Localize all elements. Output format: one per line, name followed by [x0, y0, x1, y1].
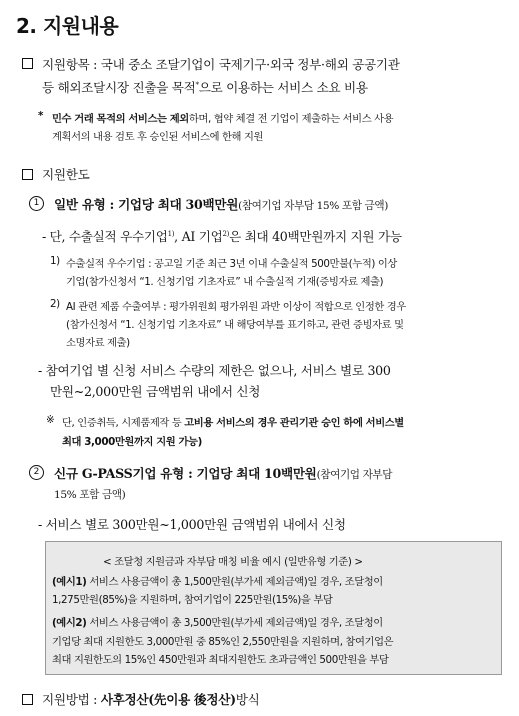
support-item-line2-b: 으로 이용하는 서비스 소요 비용	[198, 80, 368, 95]
footnote-1-line2: 기업(참가신청서 “1. 신청기업 기초자료” 내 수출실적 기재(증빙자료 제출)	[66, 276, 384, 288]
reference-b: 고비용 서비스의 경우 관리기관 승인 하에 서비스별	[184, 417, 404, 429]
example-box-title: < 조달청 지원금과 자부담 매칭 비율 예시 (일반유형 기준) >	[103, 556, 363, 568]
example1-text: 서비스 사용금액이 총 1,500만원(부가세 제외금액)일 경우, 조달청이	[86, 576, 383, 588]
note-star: *	[38, 110, 43, 122]
new-gpass-bold: 신규 G-PASS기업 유형 : 기업당 최대 10백만원	[54, 466, 317, 481]
general-type-rest: (참여기업 자부담 15% 포함 금액)	[238, 200, 388, 212]
checkbox-square-icon	[22, 169, 33, 180]
general-type-line	[54, 194, 388, 213]
circled-number-2-icon: 2	[29, 465, 44, 480]
support-item-line2-a: 등 해외조달시장 진출을 목적	[42, 80, 196, 95]
reference-line2: 최대 3,000만원까지 지원 가능)	[62, 436, 202, 448]
support-method-rest: 방식	[235, 692, 260, 707]
reference-mark: ※	[46, 414, 55, 426]
example1-line2: 1,275만원(85%)을 지원하며, 참여기업이 225만원(15%)을 부담	[52, 594, 333, 606]
export-ai-line	[42, 226, 402, 245]
quantity-line1: - 참여기업 별 신청 서비스 수량의 제한은 없으나, 서비스 별로 300	[38, 363, 391, 378]
reference-a: 단, 인증취득, 시제품제작 등	[62, 417, 185, 429]
section-heading: 2. 지원내용	[16, 14, 119, 38]
note-bold: 민수 거래 목적의 서비스는 제외	[52, 113, 189, 125]
note-line2: 계획서의 내용 검토 후 승인된 서비스에 한해 지원	[52, 131, 264, 143]
footnote-1-mark: 1)	[50, 255, 60, 267]
new-gpass-line	[54, 463, 392, 482]
new-gpass-range: - 서비스 별로 300만원~1,000만원 금액범위 내에서 신청	[38, 517, 346, 532]
checkbox-square-icon	[22, 694, 33, 705]
footnote-2-marker: 2)	[222, 229, 230, 238]
footnote-2-line2: (참가신청서 “1. 신청기업 기초자료” 내 해당여부를 표기하고, 관련 증빙자료 및	[66, 319, 404, 331]
checkbox-square-icon	[22, 58, 33, 69]
quantity-line2: 만원~2,000만원 금액범위 내에서 신청	[50, 384, 261, 399]
footnote-marker: *	[195, 80, 199, 89]
example2-line3: 최대 지원한도의 15%인 450만원과 최대지원한도 초과금액인 500만원을 부담	[52, 654, 389, 666]
support-item-line1: 지원항목 : 국내 중소 조달기업이 국제기구·외국 정부·해외 공공기관	[42, 57, 400, 72]
example1-line1	[52, 573, 383, 588]
export-ai-b: , AI 기업	[174, 229, 223, 244]
footnote-1-marker: 1)	[167, 229, 175, 238]
footnote-2-mark: 2)	[50, 298, 60, 310]
footnote-2-line1: AI 관련 제품 수출여부 : 평가위원회 평가위원 과반 이상이 적합으로 인정한 경우	[66, 301, 406, 313]
reference-line1	[62, 414, 404, 429]
new-gpass-rest: (참여기업 자부담	[316, 469, 393, 481]
example2-line1	[52, 614, 383, 629]
example1-label: (예시1)	[52, 576, 87, 588]
circled-number-1-icon: 1	[29, 196, 44, 211]
support-limit-title: 지원한도	[42, 167, 90, 182]
support-method-line	[42, 689, 259, 708]
new-gpass-line2: 15% 포함 금액)	[54, 489, 126, 501]
example2-line2: 기업당 최대 지원한도 3,000만원 중 85%인 2,550만원을 지원하며, 참여기업은	[52, 636, 394, 648]
note-line1	[52, 110, 393, 125]
support-item-line2	[42, 77, 368, 96]
example2-label: (예시2)	[52, 617, 87, 629]
note-rest: 하며, 협약 체결 전 기업이 제출하는 서비스 사용	[188, 113, 394, 125]
footnote-2-line3: 소명자료 제출)	[66, 337, 130, 349]
support-method-bold: 사후정산(先이용 後정산)	[100, 692, 236, 707]
export-ai-a: - 단, 수출실적 우수기업	[42, 229, 168, 244]
footnote-1-line1: 수출실적 우수기업 : 공고일 기준 최근 3년 이내 수출실적 500만불(누적) 이상	[66, 258, 397, 270]
general-type-bold: 일반 유형 : 기업당 최대 30백만원	[54, 197, 239, 212]
example2-text: 서비스 사용금액이 총 3,500만원(부가세 제외금액)일 경우, 조달청이	[86, 617, 383, 629]
export-ai-c: 은 최대 40백만원까지 지원 가능	[229, 229, 402, 244]
support-method-label: 지원방법 :	[42, 692, 101, 707]
